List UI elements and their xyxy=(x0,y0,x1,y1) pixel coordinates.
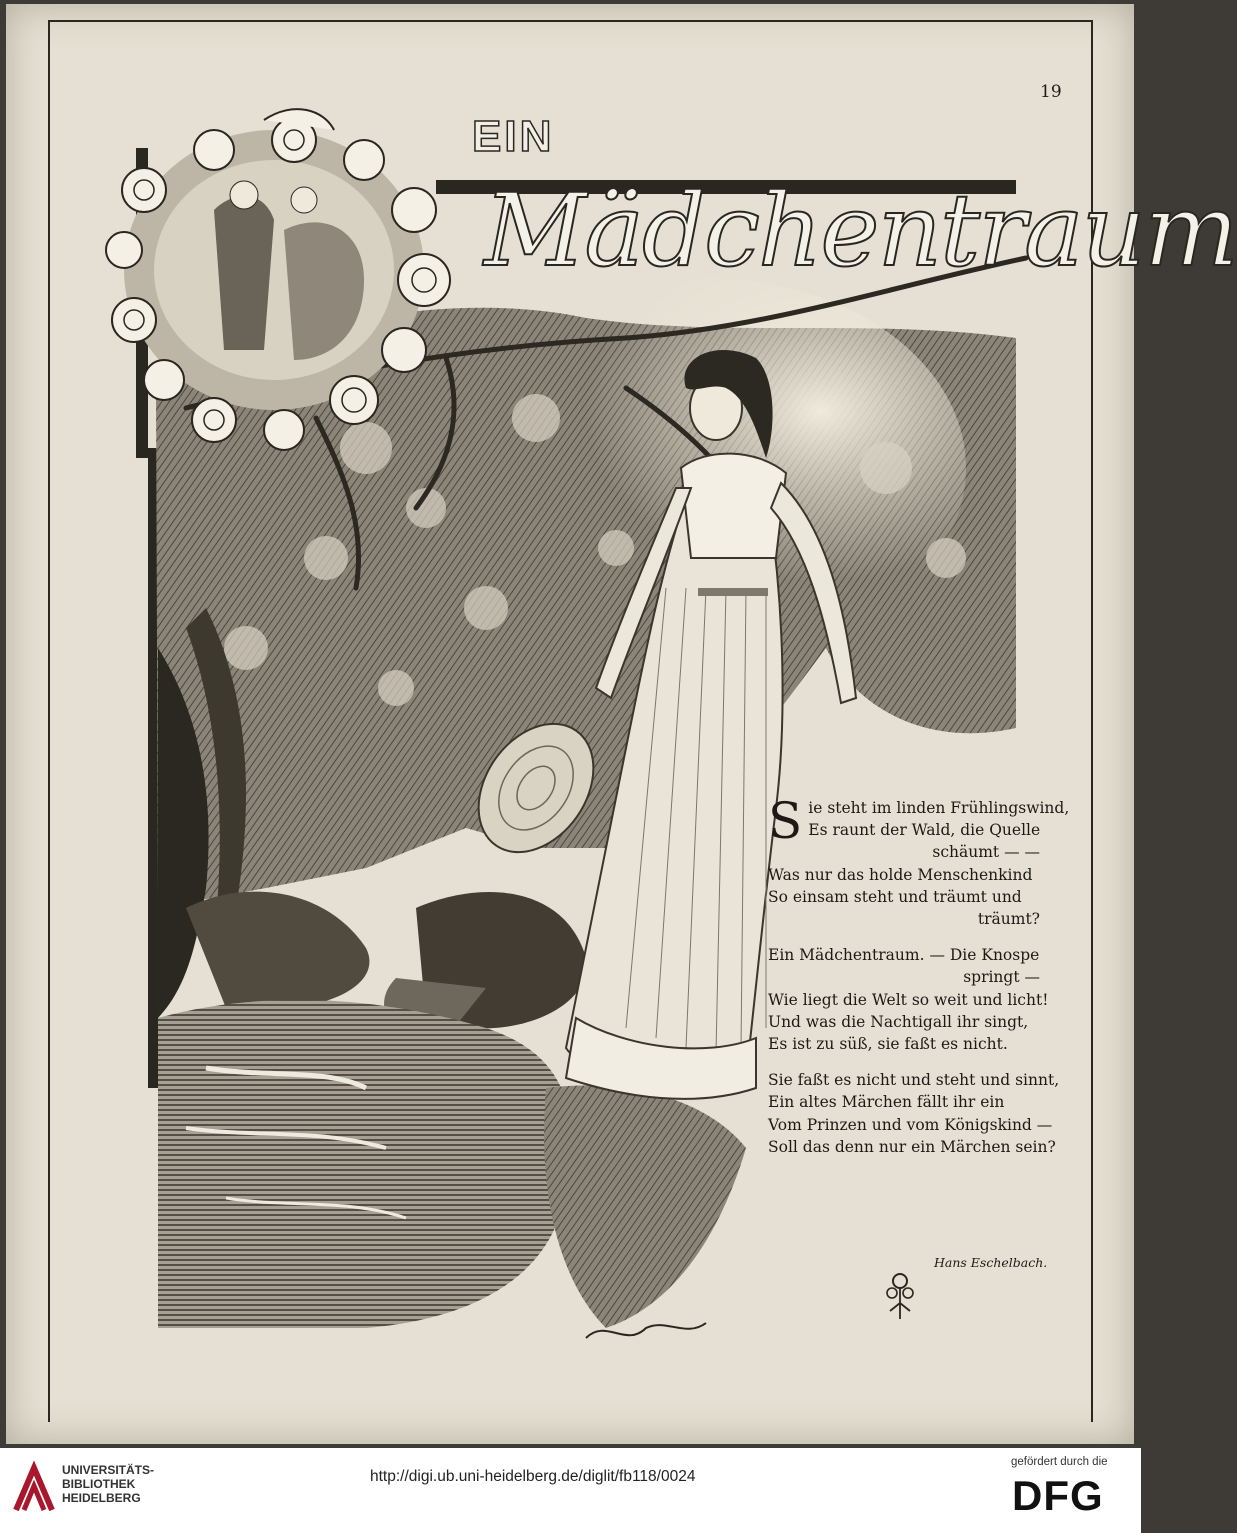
poem-line: Ein altes Märchen fällt ihr ein xyxy=(768,1093,1005,1112)
poem-author: Hans Eschelbach. xyxy=(934,1255,1048,1270)
stanza-1 xyxy=(768,792,1070,930)
poem-line: Was nur das holde Menschenkind xyxy=(768,865,1033,884)
poem-line: Es ist zu süß, sie faßt es nicht. xyxy=(768,1035,1008,1054)
library-name-line: BIBLIOTHEK xyxy=(62,1477,136,1491)
poem-line: So einsam steht und träumt und xyxy=(768,887,1022,906)
dfg-logo: DFG xyxy=(1012,1472,1104,1519)
stanza-2 xyxy=(768,944,1058,1055)
poem-line: Soll das denn nur ein Märchen sein? xyxy=(768,1137,1056,1156)
ub-heidelberg-logo-icon xyxy=(12,1462,56,1514)
library-name xyxy=(62,1463,154,1505)
poem-line: Sie faßt es nicht und steht und sinnt, xyxy=(768,1071,1060,1090)
small-flower-ornament-icon xyxy=(882,1269,918,1323)
flower-wreath-vignette-icon xyxy=(64,100,484,480)
stanza-3 xyxy=(768,1069,1058,1158)
poem-line: ie steht im linden Frühlingswind, xyxy=(808,799,1070,817)
scanned-page xyxy=(6,4,1237,1444)
poem-line: Wie liegt die Welt so weit und licht! xyxy=(768,990,1049,1009)
library-name-line: UNIVERSITÄTS- xyxy=(62,1463,155,1477)
page-number: 19 xyxy=(1040,82,1062,102)
poem-line: springt — xyxy=(963,968,1040,987)
drop-cap: S xyxy=(768,792,803,850)
poem xyxy=(768,792,1070,1158)
poem-line: schäumt — — xyxy=(932,843,1040,862)
title-small: EIN xyxy=(472,112,555,161)
title-large: Mädchentraum xyxy=(484,172,1237,289)
funded-by-label: gefördert durch die xyxy=(1011,1456,1108,1468)
library-name-line: HEIDELBERG xyxy=(62,1491,141,1505)
poem-line: träumt? xyxy=(977,910,1040,929)
permalink[interactable]: http://digi.ub.uni-heidelberg.de/diglit/fb118/0024 xyxy=(370,1468,696,1485)
poem-line: Und was die Nachtigall ihr singt, xyxy=(768,1012,1029,1031)
footer-bar xyxy=(0,1448,1141,1533)
poem-line: Vom Prinzen und vom Königskind — xyxy=(768,1115,1053,1134)
poem-line: Es raunt der Wald, die Quelle xyxy=(808,821,1041,840)
poem-line: Ein Mädchentraum. — Die Knospe xyxy=(768,946,1040,965)
